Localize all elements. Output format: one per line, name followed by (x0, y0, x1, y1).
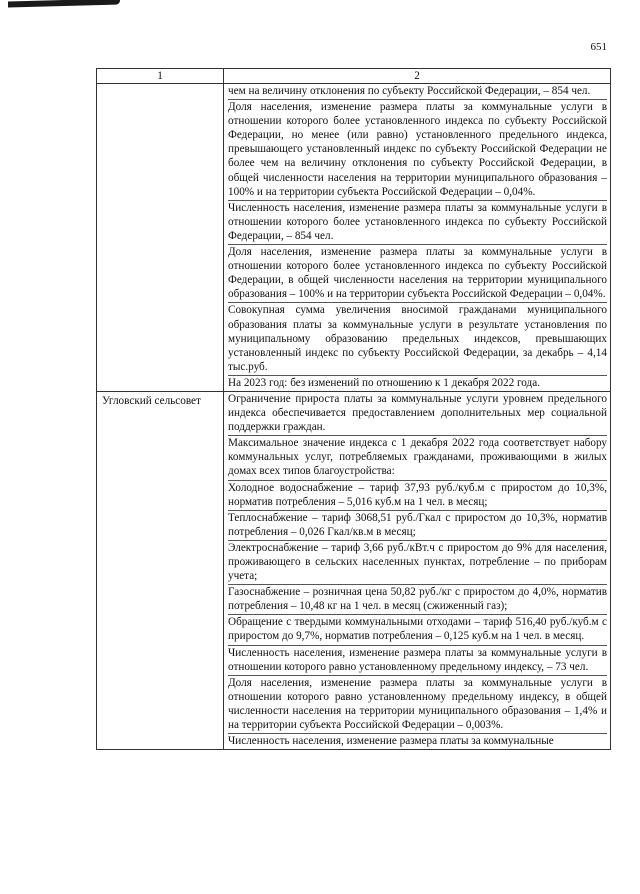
document-table (96, 68, 611, 750)
paragraph: Совокупная сумма увеличения вносимой гражданами муниципального образования платы за коммунальные услуги в результате установления по муниципальному образованию предельных индексов, превышающих установленный индекс по субъекту Российской Федерации, за декабрь – 4,14 тыс.руб. (228, 303, 607, 375)
paragraph: Обращение с твердыми коммунальными отходами – тариф 516,40 руб./куб.м с приростом до 9,7%, норматив потребления – 0,125 куб.м на 1 чел. в месяц. (228, 615, 607, 645)
paragraph: Доля населения, изменение размера платы за коммунальные услуги в отношении которого более установленного индекса по субъекту Российской Федерации, в общей численности населения на территории муниципального образования – 100% и на территории субъекта Российской Федерации – 0,04%. (228, 245, 607, 303)
column-header-1: 1 (97, 69, 224, 84)
region-cell: Угловский сельсовет (97, 391, 224, 749)
paragraph: Холодное водоснабжение – тариф 37,93 руб./куб.м с приростом до 10,3%, норматив потребления – 5,016 куб.м на 1 чел. в месяц; (228, 481, 607, 511)
table-row (97, 84, 611, 392)
paragraph: Доля населения, изменение размера платы за коммунальные услуги в отношении которого более установленного индекса по субъекту Российской Федерации, но менее (или равно) установленного предельного индекса, превышающего установленный индекс по субъекту Российской Федерации не более чем на величину отклонения по субъекту Российской Федерации, в общей численности населения на территории муниципального образования – 100% и на территории субъекта Российской Федерации – 0,04%. (228, 100, 607, 201)
paragraph: Максимальное значение индекса с 1 декабря 2022 года соответствует набору коммунальных услуг, потребляемых гражданами, проживающими в жилых домах всех типов благоустройства: (228, 436, 607, 480)
table-row (97, 391, 611, 749)
paragraph: На 2023 год: без изменений по отношению к 1 декабря 2022 года. (228, 376, 541, 389)
content-cell (224, 84, 611, 392)
paragraph: Теплоснабжение – тариф 3068,51 руб./Гкал с приростом до 10,3%, норматив потребления – 0,026 Гкал/кв.м в месяц; (228, 511, 607, 541)
paragraph: Ограничение прироста платы за коммунальные услуги уровнем предельного индекса обеспечивается предоставлением дополнительных мер социальной поддержки граждан. (228, 392, 607, 436)
paragraph: Численность населения, изменение размера платы за коммунальные услуги в отношении которого более установленного индекса по субъекту Российской Федерации, – 854 чел. (228, 201, 607, 245)
content-cell (224, 391, 611, 749)
paragraph: Численность населения, изменение размера платы за коммунальные услуги в отношении которого равно установленному предельному индексу, – 73 чел. (228, 646, 607, 676)
paragraph: чем на величину отклонения по субъекту Российской Федерации, – 854 чел. (228, 84, 607, 100)
page-number: 651 (590, 41, 607, 53)
column-header-2: 2 (224, 69, 611, 84)
paragraph: Электроснабжение – тариф 3,66 руб./кВт.ч с приростом до 9% для населения, проживающего в сельских населенных пунктах, потребление – по приборам учета; (228, 541, 607, 585)
table-header-row (97, 69, 611, 84)
paragraph: Газоснабжение – розничная цена 50,82 руб./кг с приростом до 4,0%, норматив потребления – 10,48 кг на 1 чел. в месяц (сжиженный газ); (228, 585, 607, 615)
region-cell (97, 84, 224, 392)
scan-artifact-bar (8, 0, 120, 7)
paragraph: Доля населения, изменение размера платы за коммунальные услуги в отношении которого равно установленному предельному индексу, в общей численности населения на территории муниципального образования – 1,4% и на территории субъекта Российской Федерации – 0,003%. (228, 676, 607, 734)
paragraph: Численность населения, изменение размера платы за коммунальные (228, 735, 554, 748)
